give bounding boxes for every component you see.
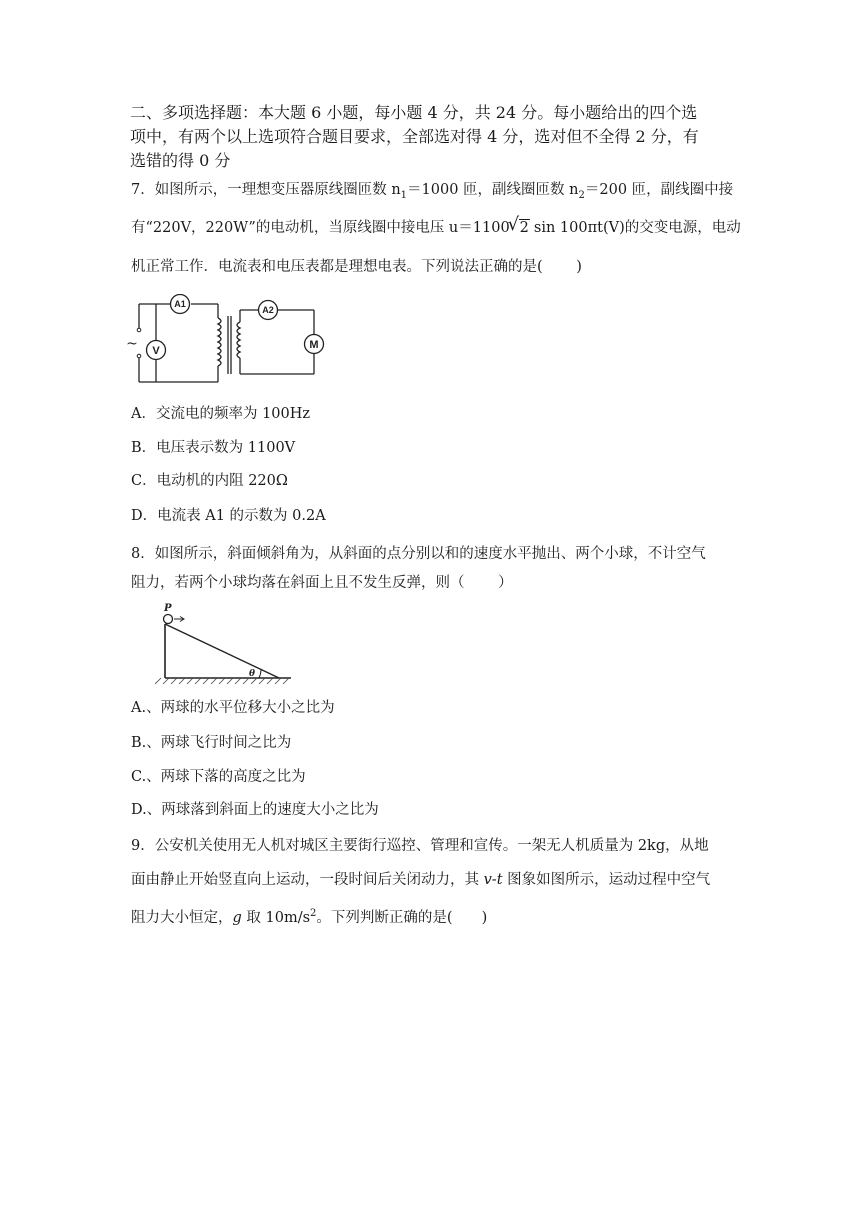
q7-text: ＝1000 匝，副线圈匝数 n xyxy=(407,182,579,198)
q7-stem-line-3: 机正常工作．电流表和电压表都是理想电表。下列说法正确的是( ) xyxy=(131,259,582,275)
section-header-line-3: 选错的得 0 分 xyxy=(130,151,231,170)
sqrt-symbol xyxy=(510,218,530,238)
q8-option-d: D.、两球落到斜面上的速度大小之比为 xyxy=(131,802,379,818)
q8-option-a: A.、两球的水平位移大小之比为 xyxy=(131,700,335,716)
g-symbol: g xyxy=(232,909,242,926)
q7-option-c: C．电动机的内阻 220Ω xyxy=(131,473,288,489)
section-header-line-2: 项中，有两个以上选项符合题目要求，全部选对得 4 分，选对但不全得 2 分，有 xyxy=(130,127,699,146)
q7-text: 有“220V，220W”的电动机，当原线圈中接电压 u＝1100 xyxy=(131,220,510,236)
subscript: 2 xyxy=(578,189,585,201)
q8-option-b: B.、两球飞行时间之比为 xyxy=(131,735,292,751)
q7-text: ＝200 匝，副线圈中接 xyxy=(584,182,734,198)
q9-text: 图象如图所示，运动过程中空气 xyxy=(502,872,711,888)
q7-stem-line-2 xyxy=(131,218,741,238)
q7-stem-line-1 xyxy=(131,180,733,206)
q9-text: 阻力大小恒定， xyxy=(131,909,233,926)
q8-stem-line-2: 阻力，若两个小球均落在斜面上且不发生反弹，则（ ） xyxy=(131,575,513,591)
superscript: 2 xyxy=(310,908,317,919)
q8-stem-line-1: 8．如图所示，斜面倾斜角为，从斜面的点分别以和的速度水平抛出、两个小球，不计空气 xyxy=(131,546,706,562)
ammeter-a2-label: A2 xyxy=(262,305,274,315)
q8-option-c: C.、两球下落的高度之比为 xyxy=(131,769,306,785)
section-header-line-1: 二、多项选择题：本大题 6 小题，每小题 4 分，共 24 分。每小题给出的四个选 xyxy=(130,103,698,122)
q8-incline-figure xyxy=(155,602,295,688)
voltmeter-label: V xyxy=(152,345,160,357)
q7-text: 7．如图所示，一理想变压器原线圈匝数 n xyxy=(131,182,401,198)
sqrt-radicand: 2 xyxy=(519,220,529,236)
q9-stem-line-1: 9．公安机关使用无人机对城区主要街行巡控、管理和宣传。一架无人机质量为 2kg，从地 xyxy=(131,838,709,854)
subscript: 1 xyxy=(400,189,408,201)
ac-source-symbol: ~ xyxy=(126,336,138,352)
ammeter-a1-label: A1 xyxy=(174,299,186,309)
q9-text: 面由静止开始竖直向上运动，一段时间后关闭动力，其 xyxy=(131,872,484,888)
q9-stem-line-3 xyxy=(131,904,487,928)
angle-theta-label: θ xyxy=(249,669,256,679)
q7-transformer-circuit-figure xyxy=(126,294,332,386)
q9-stem-line-2 xyxy=(131,870,710,890)
q7-option-b: B．电压表示数为 1100V xyxy=(131,440,296,456)
q9-text: 取 10m/s xyxy=(241,909,311,926)
q7-text: sin 100πt(V)的交变电源，电动 xyxy=(533,220,741,236)
q7-option-d: D．电流表 A1 的示数为 0.2A xyxy=(131,508,326,524)
point-p-label: P xyxy=(164,603,172,614)
vt-symbol: v-t xyxy=(483,872,503,888)
q9-text: 。下列判断正确的是( ) xyxy=(316,909,488,926)
q7-option-a: A．交流电的频率为 100Hz xyxy=(131,406,311,422)
motor-label: M xyxy=(309,339,319,351)
